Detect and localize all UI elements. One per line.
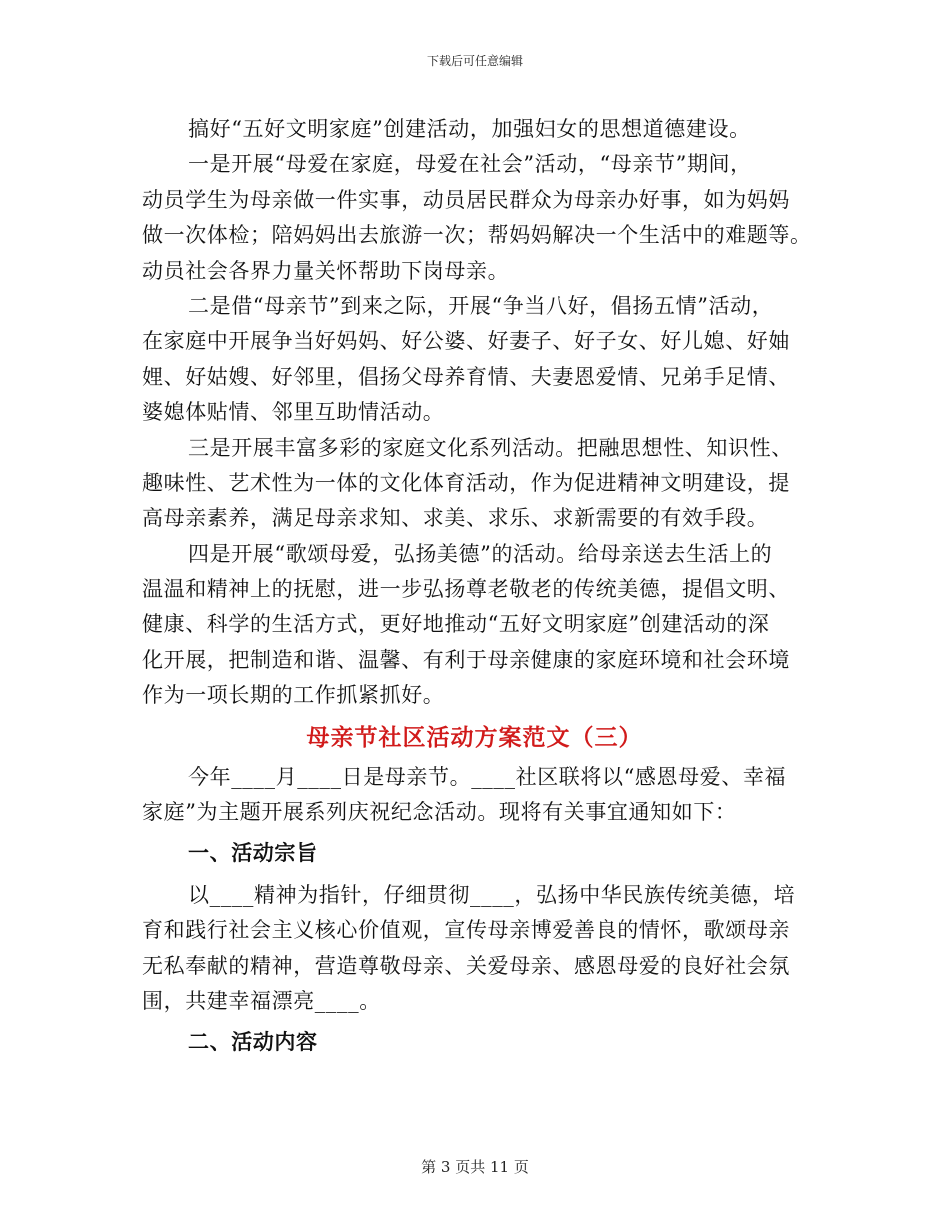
document-body: [142, 112, 812, 1061]
paragraph-line: 做一次体检；陪妈妈出去旅游一次；帮妈妈解决一个生活中的难题等。: [142, 223, 812, 248]
paragraph-line: 搞好“五好文明家庭”创建活动，加强妇女的思想道德建设。: [188, 117, 751, 141]
paragraph-line: 温温和精神上的抚慰，进一步弘扬尊老敬老的传统美德，提倡文明、: [142, 577, 790, 602]
paragraph-line: 育和践行社会主义核心价值观，宣传母亲博爱善良的情怀，歌颂母亲: [142, 918, 790, 943]
subheading-content: 二、活动内容: [188, 1030, 318, 1055]
paragraph-line: 今年____月____日是母亲节。____社区联将以“感恩母爱、幸福: [188, 764, 787, 789]
paragraph-line: 健康、科学的生活方式，更好地推动“五好文明家庭”创建活动的深: [142, 612, 770, 637]
page-footer: 第 3 页共 11 页: [421, 1158, 529, 1176]
paragraph-line: 高母亲素养，满足母亲求知、求美、求乐、求新需要的有效手段。: [142, 506, 769, 531]
paragraph-line: 四是开展“歌颂母爱，弘扬美德”的活动。给母亲送去生活上的: [188, 541, 773, 566]
paragraph-line: 一是开展“母爱在家庭，母爱在社会”活动，“母亲节”期间，: [188, 152, 752, 177]
paragraph-line: 三是开展丰富多彩的家庭文化系列活动。把融思想性、知识性、: [188, 435, 793, 460]
section-title: 母亲节社区活动方案范文（三）: [306, 723, 643, 751]
page-header: 下载后可任意编辑: [426, 54, 523, 68]
subheading-purpose: 一、活动宗旨: [188, 841, 318, 866]
paragraph-line: 无私奉献的精神，营造尊敬母亲、关爱母亲、感恩母爱的良好社会氛: [142, 953, 790, 978]
paragraph-line: 作为一项长期的工作抓紧抓好。: [142, 683, 445, 708]
paragraph-line: 婆媳体贴情、邻里互助情活动。: [142, 400, 445, 425]
paragraph-line: 围，共建幸福漂亮____。: [142, 988, 381, 1013]
paragraph-line: 动员学生为母亲做一件实事，动员居民群众为母亲办好事，如为妈妈: [142, 187, 790, 212]
paragraph-line: 家庭”为主题开展系列庆祝纪念活动。现将有关事宜通知如下：: [142, 800, 737, 825]
paragraph-line: 动员社会各界力量关怀帮助下岗母亲。: [142, 258, 510, 283]
paragraph-line: 化开展，把制造和谐、温馨、有利于母亲健康的家庭环境和社会环境: [142, 647, 790, 672]
paragraph-line: 趣味性、艺术性为一体的文化体育活动，作为促进精神文明建设，提: [142, 470, 790, 495]
paragraph-line: 娌、好姑嫂、好邻里，倡扬父母养育情、夫妻恩爱情、兄弟手足情、: [142, 364, 790, 389]
paragraph-line: 二是借“母亲节”到来之际，开展“争当八好，倡扬五情”活动，: [188, 293, 774, 318]
paragraph-line: 在家庭中开展争当好妈妈、好公婆、好妻子、好子女、好儿媳、好妯: [142, 329, 790, 354]
paragraph-line: 以____精神为指针，仔细贯彻____，弘扬中华民族传统美德，培: [188, 882, 796, 907]
